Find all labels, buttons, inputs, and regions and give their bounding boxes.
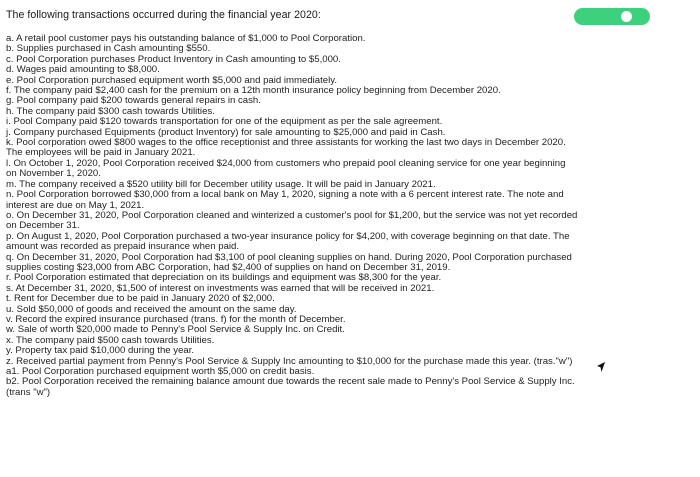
transaction-line: amount was recorded as prepaid insurance when paid. xyxy=(6,241,240,253)
transaction-line: s. At December 31, 2020, $1,500 of interest on investments was earned that will be received in 2021. xyxy=(6,282,435,294)
transaction-list xyxy=(6,34,696,398)
transaction-line: f. The company paid $2,400 cash for the premium on a 12th month insurance policy beginning from December 2020. xyxy=(6,85,501,97)
transaction-line: a. A retail pool customer pays his outstanding balance of $1,000 to Pool Corporation. xyxy=(6,33,366,44)
mouse-cursor-icon xyxy=(596,361,606,373)
transaction-line: o. On December 31, 2020, Pool Corporation cleaned and winterized a customer's pool for $1,200, but the service was not yet recorded xyxy=(6,209,578,221)
transaction-line: y. Property tax paid $10,000 during the year. xyxy=(6,345,195,357)
transaction-line: j. Company purchased Equipments (product Inventory) for sale amounting to $25,000 and paid in Cash. xyxy=(6,126,446,138)
transaction-line: n. Pool Corporation borrowed $30,000 from a local bank on May 1, 2020, signing a note with a 6 percent interest rate. The note and xyxy=(6,189,564,201)
transaction-line: on December 31. xyxy=(6,220,80,232)
transaction-line: t. Rent for December due to be paid in January 2020 of $2,000. xyxy=(6,293,275,305)
transaction-line: b2. Pool Corporation received the remaining balance amount due towards the recent sale made to Penny's Pool Service & Supply Inc. xyxy=(6,376,575,388)
toggle-switch[interactable] xyxy=(574,8,650,25)
transaction-line: b. Supplies purchased in Cash amounting $550. xyxy=(6,43,211,55)
transaction-line: x. The company paid $500 cash towards Utilities. xyxy=(6,334,215,346)
transaction-line: supplies costing $23,000 from ABC Corporation, had $2,400 of supplies on hand on December 31, 2019. xyxy=(6,261,451,273)
transaction-line: w. Sale of worth $20,000 made to Penny's Pool Service & Supply Inc. on Credit. xyxy=(6,324,345,336)
transaction-line: (trans "w") xyxy=(6,386,51,398)
transaction-line: i. Pool Company paid $120 towards transportation for one of the equipment as per the sale agreement. xyxy=(6,116,443,128)
toggle-knob[interactable] xyxy=(621,11,632,22)
transaction-line: a1. Pool Corporation purchased equipment worth $5,000 on credit basis. xyxy=(6,366,315,377)
transaction-line: u. Sold $50,000 of goods and received the amount on the same day. xyxy=(6,303,297,315)
transaction-line: h. The company paid $300 cash towards Utilities. xyxy=(6,105,215,117)
transaction-line: r. Pool Corporation estimated that depreciation on its buildings and equipment was $8,300 for the year. xyxy=(6,272,442,284)
transaction-line: q. On December 31, 2020, Pool Corporation had $3,100 of pool cleaning supplies on hand. During 2020, Pool Corporation purchased xyxy=(6,251,572,263)
transaction-line: g. Pool company paid $200 towards general repairs in cash. xyxy=(6,95,261,107)
transaction-line: The employees will be paid in January 2021. xyxy=(6,147,196,159)
transaction-line: z. Received partial payment from Penny's Pool Service & Supply Inc amounting to $10,000 for the purchase made this year. (tras."w") xyxy=(6,355,573,367)
transaction-line: m. The company received a $520 utility bill for December utility usage. It will be paid in January 2021. xyxy=(6,178,436,190)
transaction-line: k. Pool corporation owed $800 wages to the office receptionist and three assistants for working the last two days in December 2020. xyxy=(6,137,566,149)
transaction-line: on November 1, 2020. xyxy=(6,168,101,180)
transaction-line: l. On October 1, 2020, Pool Corporation received $24,000 from customers who prepaid pool cleaning service for one year beginning xyxy=(6,157,566,169)
transaction-line: e. Pool Corporation purchased equipment worth $5,000 and paid immediately. xyxy=(6,74,338,86)
transaction-line: v. Record the expired insurance purchased (trans. f) for the month of December. xyxy=(6,313,346,325)
transaction-line: c. Pool Corporation purchases Product Inventory in Cash amounting to $5,000. xyxy=(6,53,341,65)
transaction-line: p. On August 1, 2020, Pool Corporation purchased a two-year insurance policy for $4,200, with coverage beginning on that date. The xyxy=(6,230,570,242)
page-heading: The following transactions occurred during the financial year 2020: xyxy=(6,9,321,21)
transaction-line: interest are due on May 1, 2021. xyxy=(6,199,145,211)
transaction-line: d. Wages paid amounting to $8,000. xyxy=(6,64,160,76)
